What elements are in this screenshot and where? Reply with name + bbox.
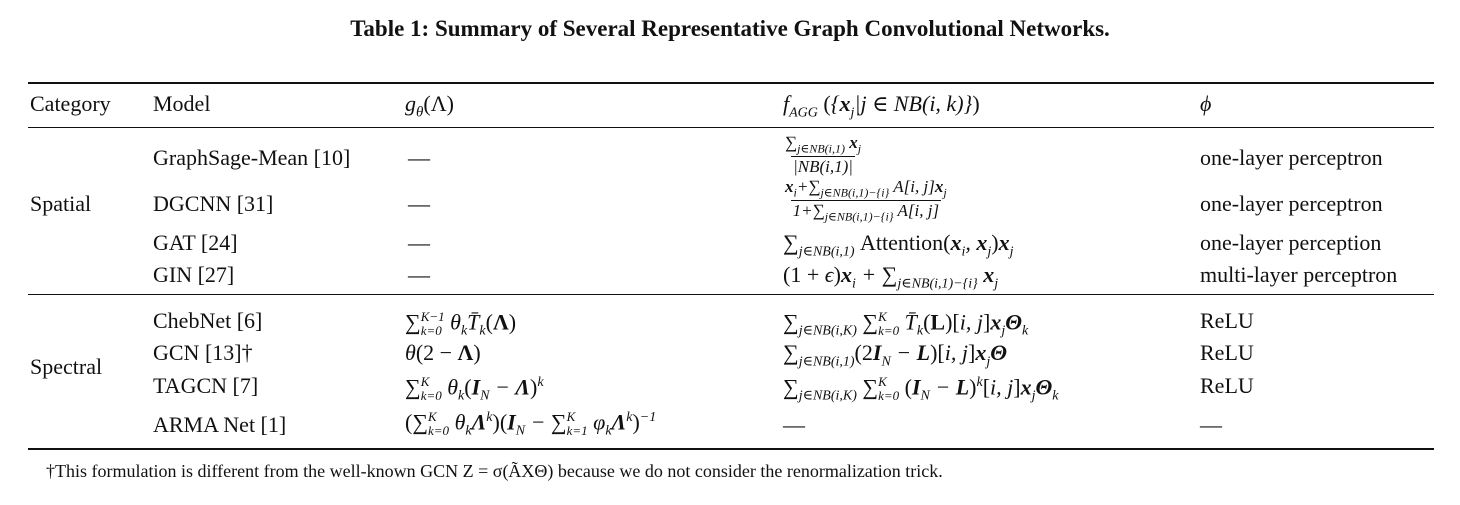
f-agg-cell: $(1 + \epsilon)x_i + \sum_{j\in NB(i,1)-\{i\}}$ $x_j$ — [783, 262, 999, 292]
footnote-text: †This formulation is different from the well-known GCN Z = σ(ÃXΘ) because we do not consider the renormalization trick. — [46, 461, 943, 481]
phi-cell: one-layer perceptron — [1200, 191, 1383, 216]
model-cell: ChebNet [6] — [153, 308, 263, 333]
g-cell: — — [408, 230, 430, 255]
g-cell: ∑ K−1 k=0 $\theta_kT̄_k(\Lambda)$ — [405, 309, 517, 339]
model-cell: DGCNN [31] — [153, 191, 274, 216]
model-cell: ARMA Net [1] — [153, 412, 287, 437]
header-f-agg: $f_{AGG}$ ({$x_j|j$ ∈ NB(i, k)}) — [783, 91, 980, 121]
bottom-rule — [28, 448, 1434, 450]
phi-cell: ReLU — [1200, 373, 1254, 398]
f-agg-fraction: $\frac{x_i+\sum_{j\in NB(i,1)-\{i\}} A[i, j]x_j}{1+\sum_{j\in NB(i,1)-\{i\}} A[i, j]}$ — [785, 177, 947, 224]
header-rule — [28, 127, 1434, 128]
f-agg-cell: $\sum_{j\in NB(i,K)}$ ∑ K k=0 $(I_N - L)^k[i$, $j]x_j\Theta_k$ — [783, 374, 1059, 404]
phi-cell: — — [1200, 412, 1222, 437]
phi-cell: ReLU — [1200, 308, 1254, 333]
g-cell: — — [408, 145, 430, 170]
group-label-spectral: Spectral — [30, 354, 103, 379]
f-agg-cell: $\sum_{j\in NB(i,1)}$ $Attention(x_i$, $x_j)x_j$ — [783, 230, 1014, 260]
header-category: Category — [30, 91, 111, 116]
phi-cell: ReLU — [1200, 340, 1254, 365]
group-rule — [28, 294, 1434, 295]
g-cell: — — [408, 262, 430, 287]
g-cell: ∑ K k=0 $\theta_k(I_N - \Lambda)^k$ — [405, 374, 544, 404]
table-caption: Table 1: Summary of Several Representative Graph Convolutional Networks. — [350, 16, 1110, 41]
f-agg-cell: — — [783, 412, 805, 437]
f-agg-cell: $\sum_{j\in NB(i,K)}$ ∑ K k=0 $T̄_k(L)[i$, $j]x_j\Theta_k$ — [783, 309, 1029, 339]
model-cell: TAGCN [7] — [153, 373, 259, 398]
f-agg-cell: $\sum_{j\in NB(i,1)}(2I_N - L)[i$, $j]x_j\Theta$ — [783, 340, 1007, 370]
f-agg-fraction: $\frac{\sum_{j\in NB(i,1)} x_j}{|NB(i,1)|}$ — [785, 133, 862, 176]
g-cell: θ(2 − Λ) — [405, 340, 481, 365]
phi-cell: one-layer perception — [1200, 230, 1382, 255]
g-cell: — — [408, 191, 430, 216]
top-rule — [28, 82, 1434, 84]
phi-cell: one-layer perceptron — [1200, 145, 1383, 170]
model-cell: GCN [13]† — [153, 340, 253, 365]
header-phi: ϕ — [1200, 91, 1212, 116]
group-label-spatial: Spatial — [30, 191, 92, 216]
header-model: Model — [153, 91, 211, 116]
model-cell: GIN [27] — [153, 262, 235, 287]
header-g-theta: $g_\theta(\Lambda)$ — [405, 91, 454, 121]
phi-cell: multi-layer perceptron — [1200, 262, 1398, 287]
model-cell: GAT [24] — [153, 230, 238, 255]
table-footnote — [46, 461, 943, 482]
model-cell: GraphSage-Mean [10] — [153, 145, 351, 170]
g-cell: (∑ K k=0 $\theta_k\Lambda^k)(I_N$ − ∑ K k=1 $\varphi_k\Lambda^k)^{-1}$ — [405, 409, 657, 439]
